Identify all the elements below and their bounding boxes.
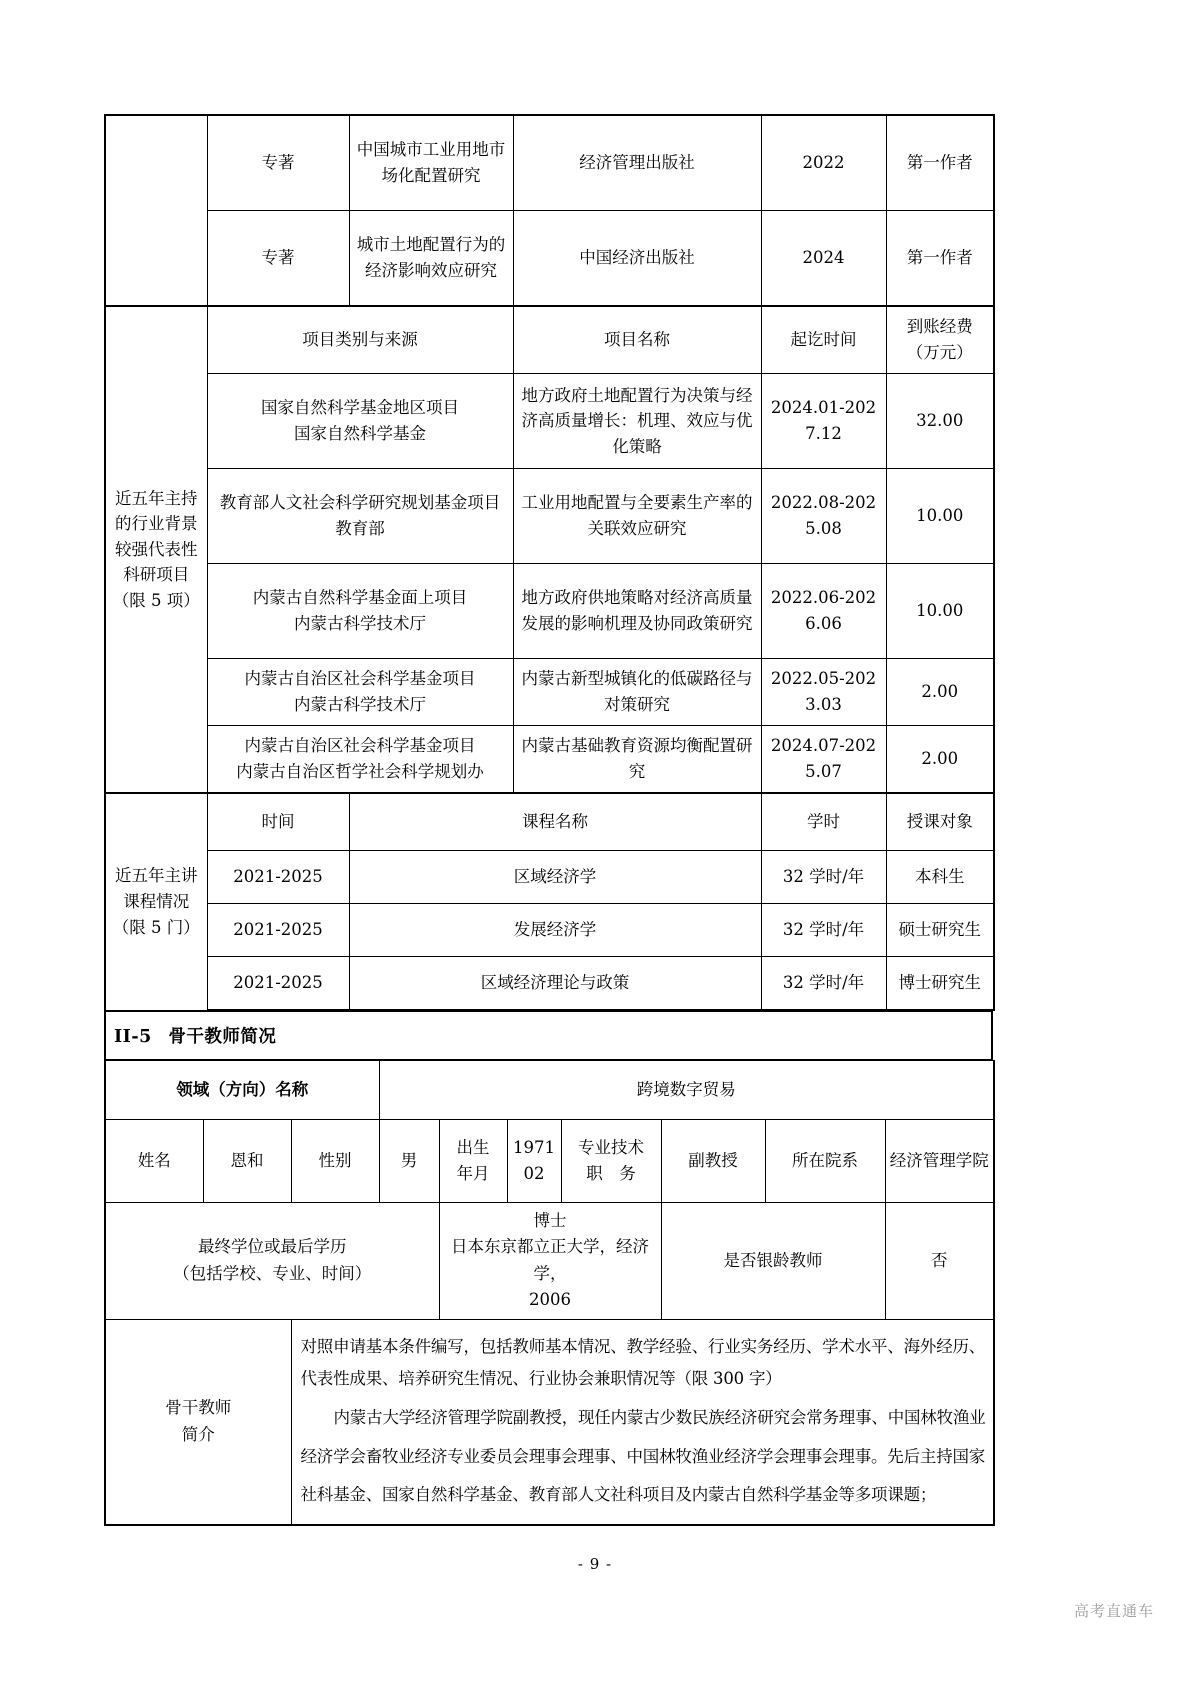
publication-role: 第一作者 (886, 211, 994, 306)
bio-content (291, 1319, 994, 1525)
courses-header-name: 课程名称 (349, 793, 761, 851)
bio-instructions (295, 1325, 991, 1397)
bio-paragraph: 内蒙古大学经济管理学院副教授，现任内蒙古少数民族经济研究会常务理事、中国林牧渔业经济学会畜牧业经济专业委员会理事会理事、中国林牧渔业经济学会理事会理事。先后主持国家社科基金、国家自然科学基金、教育部人文社科项目及内蒙古自然科学基金等多项课题； (300, 1407, 986, 1505)
bio-paragraph-wrapper (295, 1397, 991, 1519)
funding-header-line2: （万元） (906, 343, 973, 362)
project-source (207, 564, 513, 659)
silver-teacher-label: 是否银龄教师 (661, 1203, 885, 1320)
birth-value-line2: 02 (523, 1164, 545, 1183)
table-row (105, 374, 994, 469)
table-row (105, 793, 994, 851)
project-source-line2: 内蒙古自治区哲学社会科学规划办 (236, 762, 484, 781)
project-period: 2022.05-2023.03 (761, 659, 886, 726)
field-direction-value: 跨境数字贸易 (379, 1061, 994, 1120)
publications-table (104, 114, 995, 306)
projects-side-label: 近五年主持的行业背景较强代表性科研项目（限 5 项） (105, 306, 207, 793)
bio-label-line2: 简介 (181, 1424, 215, 1444)
publications-side-label (105, 115, 207, 306)
project-period: 2024.01-2027.12 (761, 374, 886, 469)
table-row (105, 957, 994, 1011)
degree-label-line2: （包括学校、专业、时间） (173, 1263, 372, 1283)
professional-title-label (561, 1120, 661, 1203)
projects-header-period: 起讫时间 (761, 306, 886, 374)
course-audience: 博士研究生 (886, 957, 994, 1011)
document-body (104, 114, 993, 1526)
project-source (207, 374, 513, 469)
project-source (207, 469, 513, 564)
table-row (105, 726, 994, 793)
publication-type: 专著 (207, 115, 349, 211)
project-name: 地方政府供地策略对经济高质量发展的影响机理及协同政策研究 (513, 564, 761, 659)
birth-value-line1: 1971 (513, 1137, 555, 1157)
project-period: 2022.08-2025.08 (761, 469, 886, 564)
publication-year: 2024 (761, 211, 886, 306)
department-value: 经济管理学院 (885, 1120, 994, 1203)
name-label: 姓名 (105, 1120, 203, 1203)
course-audience: 本科生 (886, 851, 994, 904)
table-row (105, 1203, 994, 1320)
project-funding: 32.00 (886, 374, 994, 469)
table-row (105, 659, 994, 726)
publication-publisher: 中国经济出版社 (513, 211, 761, 306)
course-name: 区域经济学 (349, 851, 761, 904)
teacher-profile-table (104, 1060, 995, 1526)
projects-table (104, 305, 995, 793)
project-source-line2: 内蒙古科学技术厅 (294, 614, 426, 633)
project-source-line2: 内蒙古科学技术厅 (294, 695, 426, 714)
degree-label-line1: 最终学位或最后学历 (198, 1237, 347, 1257)
professional-title-label-line2: 职 务 (586, 1164, 636, 1183)
professional-title-label-line1: 专业技术 (578, 1137, 644, 1157)
project-funding: 10.00 (886, 564, 994, 659)
name-value: 恩和 (203, 1120, 291, 1203)
degree-value-line3: 2006 (529, 1290, 571, 1310)
project-funding: 10.00 (886, 469, 994, 564)
course-hours: 32 学时/年 (761, 904, 886, 957)
publication-title: 城市土地配置行为的经济影响效应研究 (349, 211, 513, 306)
courses-table (104, 792, 995, 1011)
course-time: 2021-2025 (207, 851, 349, 904)
table-row (105, 211, 994, 306)
birth-label (439, 1120, 507, 1203)
project-source (207, 659, 513, 726)
watermark-text: 高考直通车 (1073, 1602, 1154, 1620)
course-time: 2021-2025 (207, 957, 349, 1011)
birth-value (507, 1120, 561, 1203)
course-hours: 32 学时/年 (761, 851, 886, 904)
project-source-line2: 教育部 (335, 519, 385, 538)
project-source-line1: 教育部人文社会科学研究规划基金项目 (219, 493, 501, 513)
project-name: 地方政府土地配置行为决策与经济高质量增长：机理、效应与优化策略 (513, 374, 761, 469)
project-source-line1: 内蒙古自然科学基金面上项目 (252, 588, 468, 608)
table-row (105, 1120, 994, 1203)
table-row (105, 851, 994, 904)
projects-header-funding (886, 306, 994, 374)
table-row (105, 115, 994, 211)
courses-header-audience: 授课对象 (886, 793, 994, 851)
project-funding: 2.00 (886, 726, 994, 793)
project-source-line1: 内蒙古自治区社会科学基金项目 (244, 669, 476, 689)
publication-title: 中国城市工业用地市场化配置研究 (349, 115, 513, 211)
project-source-line2: 国家自然科学基金 (294, 424, 426, 443)
project-source-line1: 国家自然科学基金地区项目 (261, 398, 459, 418)
field-direction-label: 领域（方向）名称 (105, 1061, 379, 1120)
courses-header-time: 时间 (207, 793, 349, 851)
project-period: 2024.07-2025.07 (761, 726, 886, 793)
birth-label-line1: 出生 (456, 1137, 490, 1157)
course-audience: 硕士研究生 (886, 904, 994, 957)
silver-teacher-value: 否 (885, 1203, 994, 1320)
courses-side-label: 近五年主讲课程情况（限 5 门） (105, 793, 207, 1010)
project-name: 工业用地配置与全要素生产率的关联效应研究 (513, 469, 761, 564)
funding-header-line1: 到账经费 (906, 317, 973, 337)
birth-label-line2: 年月 (456, 1164, 490, 1183)
degree-value-line1: 博士 (533, 1211, 567, 1230)
table-row (105, 1319, 994, 1525)
section-title: 骨干教师简况 (168, 1027, 277, 1047)
project-source-line1: 内蒙古自治区社会科学基金项目 (244, 736, 476, 756)
course-name: 区域经济理论与政策 (349, 957, 761, 1011)
table-row (105, 469, 994, 564)
professional-title-value: 副教授 (661, 1120, 765, 1203)
publication-type: 专著 (207, 211, 349, 306)
table-row (105, 564, 994, 659)
course-hours: 32 学时/年 (761, 957, 886, 1011)
degree-value-line2: 日本东京都立正大学，经济学， (451, 1237, 649, 1283)
gender-value: 男 (379, 1120, 439, 1203)
table-row (105, 1061, 994, 1120)
project-funding: 2.00 (886, 659, 994, 726)
publication-role: 第一作者 (886, 115, 994, 211)
course-name: 发展经济学 (349, 904, 761, 957)
section-number: II-5 (114, 1027, 152, 1047)
project-period: 2022.06-2026.06 (761, 564, 886, 659)
projects-header-name: 项目名称 (513, 306, 761, 374)
bio-label-line1: 骨干教师 (165, 1398, 232, 1418)
degree-value (439, 1203, 661, 1320)
gender-label: 性别 (291, 1120, 379, 1203)
publication-year: 2022 (761, 115, 886, 211)
publication-publisher: 经济管理出版社 (513, 115, 761, 211)
project-source (207, 726, 513, 793)
bio-instruction-line1: 对照申请基本条件编写，包括教师基本情况、教学经验、行业实务经历、学术水平、海外经历、 (300, 1336, 986, 1356)
projects-header-category: 项目类别与来源 (207, 306, 513, 374)
courses-header-hours: 学时 (761, 793, 886, 851)
degree-label (105, 1203, 439, 1320)
course-time: 2021-2025 (207, 904, 349, 957)
department-label: 所在院系 (765, 1120, 885, 1203)
table-row (105, 306, 994, 374)
project-name: 内蒙古基础教育资源均衡配置研究 (513, 726, 761, 793)
bio-instruction-line2: 代表性成果、培养研究生情况、行业协会兼职情况等（限 300 字） (300, 1368, 782, 1388)
project-name: 内蒙古新型城镇化的低碳路径与对策研究 (513, 659, 761, 726)
page-number: - 9 - (577, 1555, 613, 1573)
section-heading-ii-5 (104, 1010, 993, 1061)
table-row (105, 904, 994, 957)
bio-label (105, 1319, 291, 1525)
